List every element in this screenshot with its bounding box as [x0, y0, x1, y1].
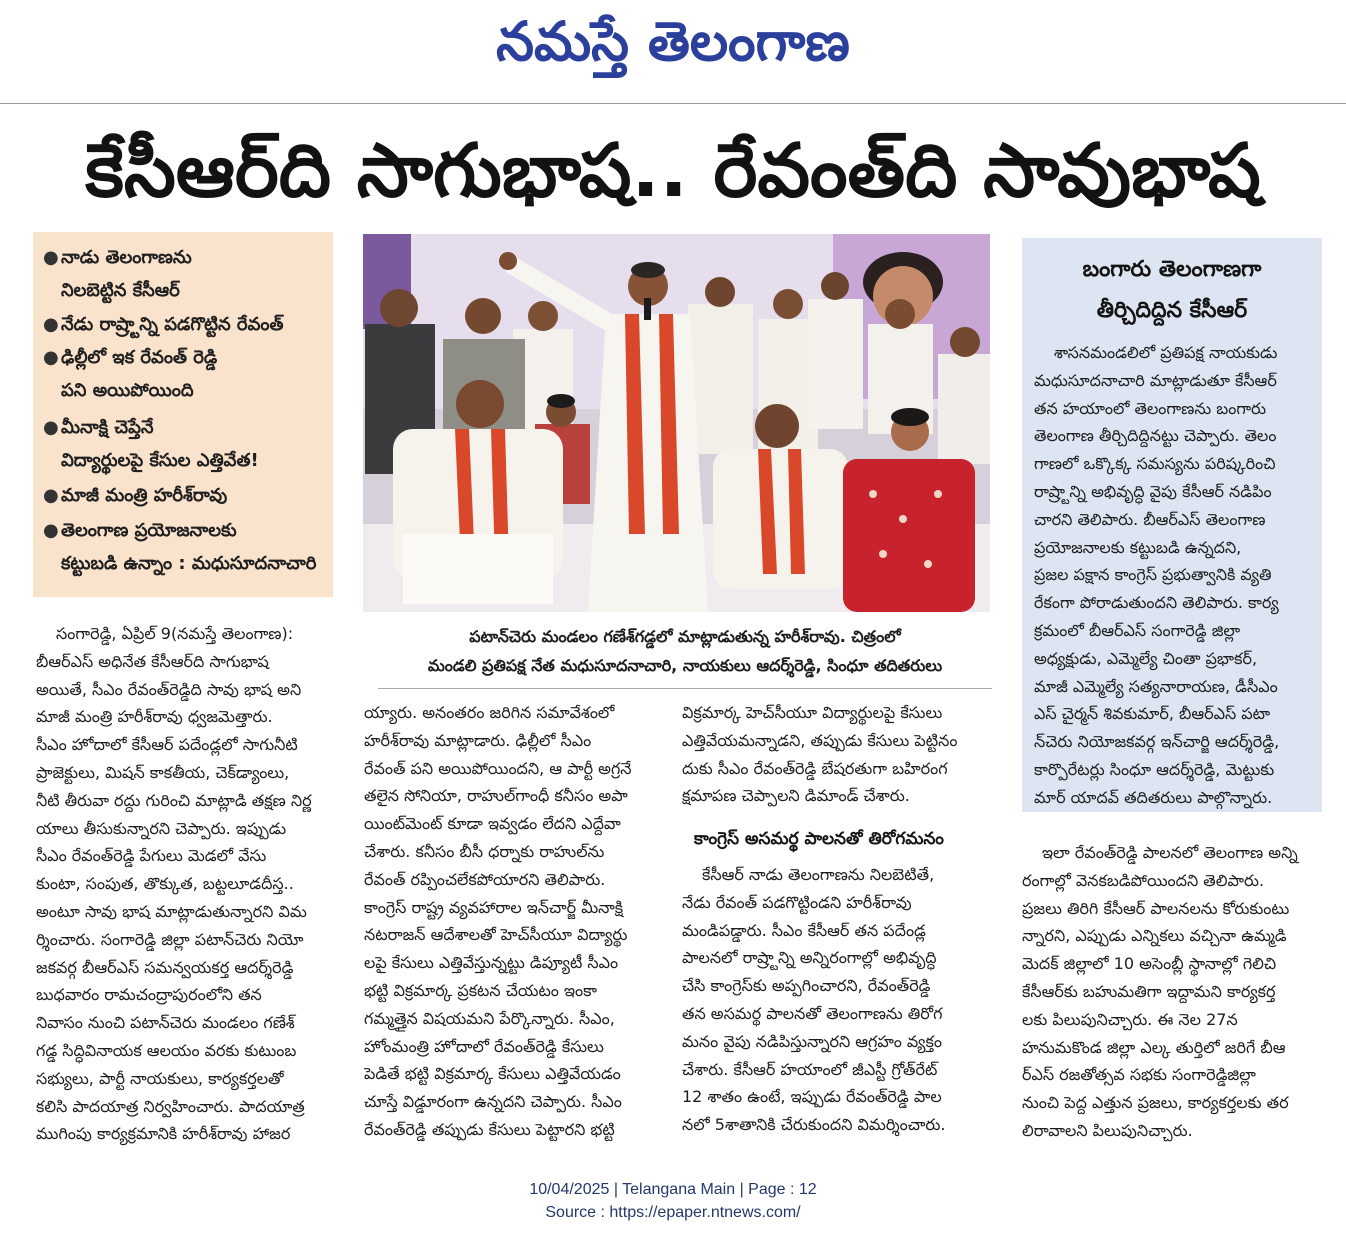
text-line: రేవంత్ రప్పించలేకపోయారని తెలిపారు. — [364, 869, 606, 889]
source-line: Source : https://epaper.ntnews.com/ — [545, 1204, 801, 1221]
photo-caption-line: పటాన్‌చెరు మండలం గణేశ్‌గడ్డలో మాట్లాడుతున్న హరీశ్‌రావు. చిత్రంలో — [469, 627, 901, 646]
text-line: కలిసి పాదయాత్ర నిర్వహించారు. పాదయాత్ర — [36, 1096, 305, 1116]
news-photo-illustration — [363, 234, 990, 612]
sidebar-box — [1022, 238, 1322, 812]
highlights-box — [33, 232, 333, 597]
highlight-line: నిలబెట్టిన కేసీఆర్ — [61, 280, 180, 301]
sidebar-heading-line: తీర్చిదిద్దిన కేసీఆర్ — [1096, 298, 1248, 323]
highlight-line: నాడు తెలంగాణను — [61, 247, 192, 268]
text-line: చేశారు. కేసీఆర్ హయాంలో జీఎస్టీ గ్రోత్‌రేట్ — [682, 1059, 938, 1079]
text-line: య్యారు. అనంతరం జరిగిన సమావేశంలో — [364, 703, 615, 722]
highlight-line: తెలంగాణ ప్రయోజనాలకు — [61, 520, 237, 541]
text-line: హనుమకొండ జిల్లా ఎల్క తుర్తిలో జరిగే బీఆ — [1022, 1037, 1286, 1057]
bullet-icon: ● — [43, 347, 59, 368]
text-line: జకవర్గ బీఆర్‌ఎస్ సమన్వయకర్త ఆదర్శ్‌రెడ్డి — [36, 957, 294, 977]
text-line: పాలనలో రాష్ర్టాన్ని అన్నిరంగాల్లో అభివృద్ధి — [682, 948, 937, 968]
text-line: తన అసమర్థ పాలనతో తెలంగాణను తిరోగ — [682, 1003, 943, 1023]
text-line: నటరాజన్ ఆదేశాలతో హెచ్‌సీయూ విద్యార్థు — [364, 925, 628, 945]
text-line: రాష్ర్టాన్ని అభివృద్ధి వైపు కేసీఆర్ నడిపిం — [1034, 481, 1272, 501]
text-line: అయితే, సీఎం రేవంత్‌రెడ్డిది సావు భాష అని — [36, 679, 302, 699]
text-line: గాణలో ఒక్కొక్క సమస్యను పరిష్కరించి — [1034, 454, 1276, 474]
news-photo — [363, 234, 990, 612]
text-line: మార్ యాదవ్ తదితరులు పాల్గొన్నారు. — [1034, 787, 1273, 807]
text-line: కేసీఆర్‌కు బహుమతిగా ఇద్దామని కార్యకర్త — [1022, 981, 1276, 1001]
text-line: యాలు తీసుకున్నారని చెప్పారు. ఇప్పుడు — [36, 818, 287, 838]
bullet-icon: ● — [43, 485, 59, 506]
bullet-icon: ● — [43, 314, 59, 335]
sidebar-heading-line: బంగారు తెలంగాణగా — [1082, 257, 1262, 282]
text-line: రేకంగా పోరాడుతుందని తెలిపారు. కార్య — [1034, 593, 1279, 613]
article-column-3-top — [682, 699, 994, 810]
article-column-1 — [36, 620, 335, 1148]
text-line: నుంచి పెద్ద ఎత్తున ప్రజలు, కార్యకర్తలకు తర — [1022, 1093, 1289, 1113]
text-line: నీటి తీరువా రద్దు గురించి మాట్లాడి తక్షణ నిర్ణ — [36, 790, 312, 810]
text-line: గడ్డ సిద్ధివినాయక ఆలయం వరకు కుటుంబ — [36, 1040, 297, 1060]
text-line: తలైన సోనియా, రాహుల్‌గాంధీ కనీసం అపా — [364, 786, 628, 806]
sidebar-paragraph — [1034, 339, 1314, 812]
text-line: ర్శించారు. సంగారెడ్డి జిల్లా పటాన్‌చెరు నియో — [36, 929, 304, 949]
masthead-logo: నమస్తే తెలంగాణ — [496, 10, 850, 73]
text-line: మధుసూదనాచారి మాట్లాడుతూ కేసీఆర్ — [1034, 370, 1277, 390]
text-line: గమ్మత్తైన విషయమని పేర్కొన్నారు. సీఎం, — [364, 1008, 615, 1028]
article-column-3-bottom — [682, 861, 994, 1139]
text-line: ర్‌ఎస్ రజతోత్సవ సభకు సంగారెడ్డిజిల్లా — [1022, 1065, 1256, 1085]
text-line: తెలంగాణ తీర్చిదిద్దినట్టు చెప్పారు. తెలం — [1034, 426, 1277, 446]
text-line: చూస్తే విడ్డూరంగా ఉన్నదని చెప్పారు. సీఎం — [364, 1092, 622, 1112]
text-line: నివాసం నుంచి పటాన్‌చెరు మండలం గణేశ్ — [36, 1013, 295, 1033]
article-column-4 — [1022, 839, 1322, 1145]
edition-info: 10/04/2025 | Telangana Main | Page : 12 — [529, 1181, 817, 1198]
text-line: శాసనమండలిలో ప్రతిపక్ష నాయకుడు — [1054, 343, 1278, 362]
text-line: మెదక్ జిల్లాలో 10 అసెంబ్లీ స్థానాల్లో గెలిచి — [1022, 954, 1277, 974]
text-line: ప్రాజెక్టులు, మిషన్ కాకతీయ, చెక్‌డ్యాంలు, — [36, 762, 290, 782]
highlight-line: నేడు రాష్ర్టాన్ని పడగొట్టిన రేవంత్ — [61, 314, 284, 335]
text-line: దుకు సీఎం రేవంత్‌రెడ్డి బేషరతుగా బహిరంగ — [682, 758, 948, 778]
text-line: సీఎం రేవంత్‌రెడ్డి పేగులు మెడలో వేసు — [36, 846, 267, 866]
masthead-divider — [0, 103, 1346, 104]
text-line: ప్రయోజనాలకు కట్టుబడి ఉన్నదని, — [1034, 537, 1242, 557]
bullet-icon: ● — [43, 247, 59, 268]
headline: కేసీఆర్‌ది సాగుభాష.. రేవంత్‌ది సావుభాష — [85, 128, 1261, 214]
text-line: ప్రజల పక్షాన కాంగ్రెస్ ప్రభుత్వానికి వ్యతి — [1034, 565, 1272, 585]
text-line: చారని తెలిపారు. బీఆర్‌ఎస్ తెలంగాణ — [1034, 509, 1266, 529]
text-line: మాజీ ఎమ్మెల్యే సత్యనారాయణ, డీసీఎం — [1034, 676, 1278, 696]
text-line: అంటూ సావు భాష మాట్లాడుతున్నారని విమ — [36, 901, 307, 921]
caption-divider — [378, 688, 992, 689]
text-line: అధ్యక్షుడు, ఎమ్మెల్యే చింతా ప్రభాకర్, — [1034, 648, 1258, 668]
text-line: ఎత్తివేయమన్నాడని, తప్పుడు కేసులు పెట్టినం — [682, 730, 958, 750]
text-line: లకు పిలుపునిచ్చారు. ఈ నెల 27న — [1022, 1009, 1238, 1029]
text-line: బుధవారం రామచంద్రాపురంలోని తన — [36, 985, 262, 1005]
text-line: హోంమంత్రి హోదాలో రేవంత్‌రెడ్డి కేసులు — [364, 1036, 604, 1056]
text-line: బీఆర్‌ఎస్ అధినేత కేసీఆర్‌ది సాగుభాష — [36, 651, 269, 671]
highlight-line: మాజీ మంత్రి హరీశ్‌రావు — [61, 485, 228, 506]
text-line: న్నారని, ఎప్పుడు ఎన్నికలు వచ్చినా ఉమ్మడి — [1022, 926, 1287, 946]
text-line: ఎస్ చైర్మన్ శివకుమార్, బీఆర్‌ఎస్ పటా — [1034, 704, 1271, 724]
highlight-line: పని అయిపోయింది — [61, 380, 194, 401]
text-line: క్రమంలో బీఆర్‌ఎస్ సంగారెడ్డి జిల్లా — [1034, 620, 1241, 640]
text-line: ప్రజలు తిరిగి కేసీఆర్ పాలనలను కోరుకుంటు — [1022, 898, 1290, 918]
text-line: చేసి కాంగ్రెస్‌కు అప్పగించారని, రేవంత్‌రెడ్డి — [682, 976, 931, 996]
text-line: చేశారు. కనీసం బీసీ ధర్నాకు రాహుల్‌ను — [364, 841, 605, 861]
text-line: నేడు రేవంత్ పడగొట్టిండని హరీశ్‌రావు — [682, 892, 912, 912]
photo-caption-line: మండలి ప్రతిపక్ష నేత మధుసూదనాచారి, నాయకులు ఆదర్శ్‌రెడ్డి, సింధూ తదితరులు — [427, 656, 943, 675]
text-line: యింట్‌మెంట్ కూడా ఇవ్వడం లేదని ఎద్దేవా — [364, 814, 621, 834]
dateline: సంగారెడ్డి, ఏప్రిల్ 9(నమస్తే తెలంగాణ): — [56, 624, 294, 643]
bullet-icon: ● — [43, 520, 59, 541]
text-line: లిరావాలని పిలుపునిచ్చారు. — [1022, 1120, 1193, 1140]
text-line: సభ్యులు, పార్టీ నాయకులు, కార్యకర్తలతో — [36, 1068, 284, 1088]
text-line: కుంటా, సంపుత, తొక్కుత, బట్టలూడదీస్త.. — [36, 874, 294, 894]
text-line: భట్టి విక్రమార్క ప్రకటన చేయటం ఇంకా — [364, 980, 598, 1000]
highlight-line: కట్టుబడి ఉన్నాం : మధుసూదనాచారి — [61, 553, 317, 574]
text-line: తన హయాంలో తెలంగాణను బంగారు — [1034, 398, 1267, 418]
highlight-line: మీనాక్షి చెప్తేనే — [61, 417, 154, 438]
text-line: రేవంత్‌రెడ్డి తప్పుడు కేసులు పెట్టారని భట్టి — [364, 1119, 615, 1139]
text-line: నలో 5శాతానికి చేరుకుందని విమర్శించారు. — [682, 1115, 946, 1135]
text-line: ముగింపు కార్యక్రమానికి హరీశ్‌రావు హాజర — [36, 1124, 291, 1144]
text-line: కేసీఆర్ నాడు తెలంగాణను నిలబెటితే, — [702, 865, 935, 884]
text-line: సీఎం హోదాలో కేసీఆర్ పదేండ్లలో సాగునీటి — [36, 735, 298, 755]
text-line: 12 శాతం ఉంటే, ఇప్పుడు రేవంత్‌రెడ్డి పాల — [682, 1087, 942, 1107]
text-line: కార్పొరేటర్లు సింధూ ఆదర్శ్‌రెడ్డి, మెట్టుకు — [1034, 759, 1275, 779]
text-line: రేవంత్ పని అయిపోయిందని, ఆ పార్టీ అగ్రనే — [364, 758, 632, 778]
article-subheading: కాంగ్రెస్ అసమర్థ పాలనతో తిరోగమనం — [694, 829, 944, 849]
text-line: మనం వైపు నడిపిస్తున్నారని ఆగ్రహం వ్యక్తం — [682, 1031, 942, 1051]
text-line: మండిపడ్డారు. సీఎం కేసీఆర్ తన పదేండ్ల — [682, 920, 926, 940]
text-line: ఇలా రేవంత్‌రెడ్డి పాలనలో తెలంగాణ అన్ని — [1042, 843, 1298, 862]
text-line: కాంగ్రెస్ రాష్ట్ర వ్యవహారాల ఇన్‌చార్జ్ మీనాక్షి — [364, 897, 624, 917]
text-line: పెడితే భట్టి విక్రమార్క కేసులు ఎత్తివేయడం — [364, 1064, 621, 1084]
text-line: మాజీ మంత్రి హరీశ్‌రావు ధ్వజమెత్తారు. — [36, 707, 273, 727]
text-line: రంగాల్లో వెనకబడిపోయిందని తెలిపారు. — [1022, 870, 1265, 890]
article-column-2 — [364, 699, 664, 1144]
highlight-line: ఢిల్లీలో ఇక రేవంత్ రెడ్డి — [61, 347, 218, 368]
text-line: లపై కేసులు ఎత్తివేస్తున్నట్టు డిప్యూటీ సీఎం — [364, 953, 619, 973]
highlight-line: విద్యార్థులపై కేసుల ఎత్తివేత! — [61, 450, 259, 471]
text-line: విక్రమార్క హెచ్‌సీయూ విద్యార్థులపై కేసులు — [682, 703, 943, 722]
text-line: క్షమాపణ చెప్పాలని డిమాండ్ చేశారు. — [682, 786, 910, 806]
text-line: న్‌చెరు నియోజకవర్గ ఇన్‌చార్జి ఆదర్శ్‌రెడ్డి, — [1034, 732, 1280, 752]
text-line: హరీశ్‌రావు మాట్లాడారు. ఢిల్లీలో సీఎం — [364, 730, 592, 750]
bullet-icon: ● — [43, 417, 59, 438]
